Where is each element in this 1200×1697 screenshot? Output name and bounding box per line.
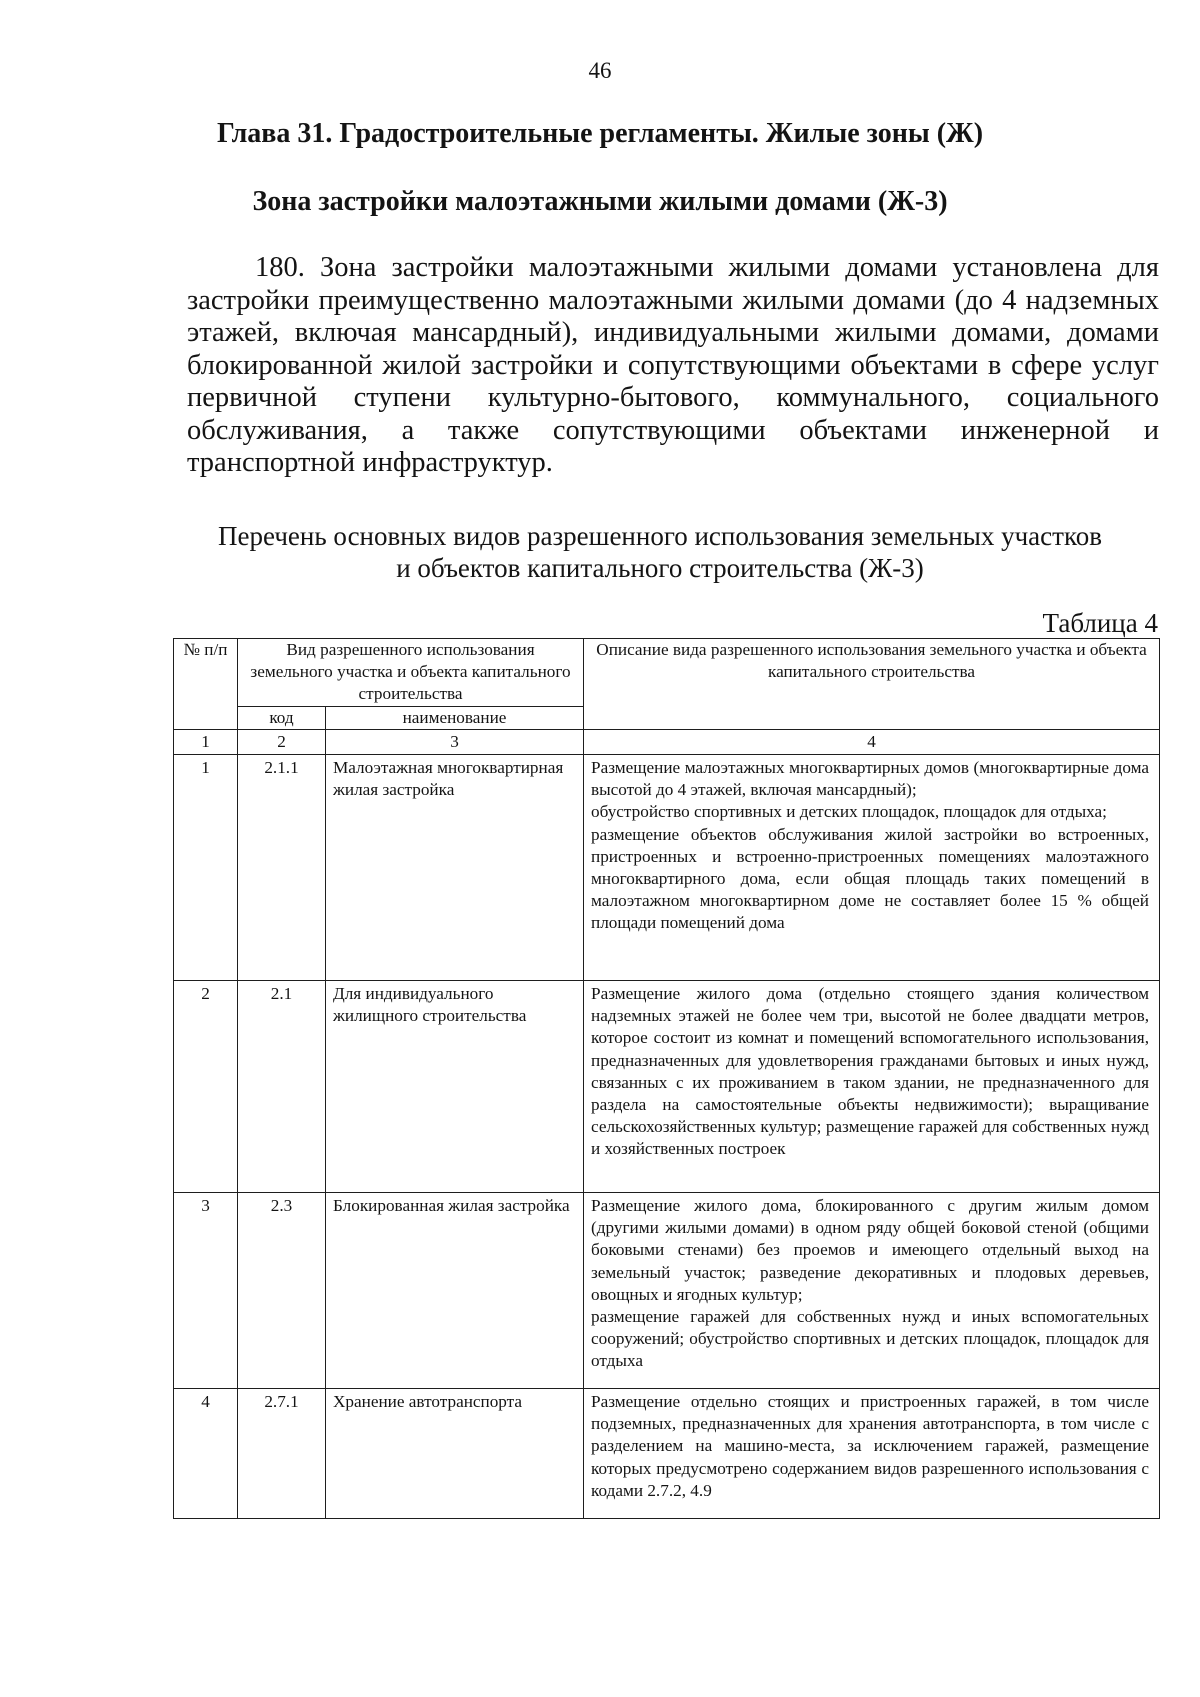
- row-name: Малоэтажная многоквартирная жилая застройка: [326, 755, 584, 981]
- row-code: 2.1.1: [238, 755, 326, 981]
- table-row: [174, 1193, 1160, 1389]
- description-paragraph: Размещение малоэтажных многоквартирных домов (многоквартирные дома высотой до 4 этажей, включая мансардный);: [591, 758, 1150, 800]
- row-number: 4: [174, 1389, 238, 1519]
- page-number: 46: [588, 58, 612, 83]
- description-paragraph: размещение гаражей для собственных нужд и иных вспомогательных сооружений; обустройство спортивных и детских площадок, площадок для отдыха: [591, 1307, 1150, 1371]
- header-code: код: [238, 706, 326, 729]
- row-description: [584, 981, 1160, 1193]
- header-vid: Вид разрешенного использования земельного участка и объекта капитального строительства: [238, 639, 584, 707]
- description-paragraph: размещение объектов обслуживания жилой застройки во встроенных, пристроенных и встроенно-пристроенных помещениях малоэтажного многоквартирного дома, если общая площадь таких помещений в малоэтажном многоквартирном доме не составляет более 15 % общей площади помещений дома: [591, 824, 1150, 933]
- column-number-row: [174, 729, 1160, 754]
- table-caption: Таблица 4: [1042, 608, 1158, 638]
- description-paragraph: Размещение отдельно стоящих и пристроенных гаражей, в том числе подземных, предназначенных для хранения автотранспорта, в том числе с разделением на машино-места, за исключением гаражей, размещение которых предусмотрено содержанием видов разрешенного использования с кодами 2.7.2, 4.9: [591, 1392, 1150, 1500]
- list-title-line-2: и объектов капитального строительства (Ж-3): [396, 553, 924, 583]
- row-description: [584, 1389, 1160, 1519]
- column-number: 4: [584, 729, 1160, 754]
- column-number: 2: [238, 729, 326, 754]
- land-use-table: [173, 638, 1160, 1519]
- row-description: [584, 1193, 1160, 1389]
- column-number: 1: [174, 729, 238, 754]
- list-title: [170, 520, 1150, 584]
- column-number: 3: [326, 729, 584, 754]
- header-desc: Описание вида разрешенного использования земельного участка и объекта капитального строительства: [584, 639, 1160, 730]
- regulation-paragraph: 180. Зона застройки малоэтажными жилыми домами установлена для застройки преимущественно малоэтажными жилыми домами (до 4 надземных этажей, включая мансардный), индивидуальными жилыми домами, домами блокированной жилой застройки и сопутствующими объектами в сфере услуг первичной ступени культурно-бытового, коммунального, социального обслуживания, а также сопутствующими объектами инженерной и транспортной инфраструктур.: [187, 252, 1159, 478]
- row-name: Блокированная жилая застройка: [326, 1193, 584, 1389]
- row-code: 2.3: [238, 1193, 326, 1389]
- list-title-line-1: Перечень основных видов разрешенного использования земельных участков: [218, 521, 1102, 551]
- description-paragraph: обустройство спортивных и детских площадок, площадок для отдыха;: [591, 802, 1107, 822]
- header-name: наименование: [326, 706, 584, 729]
- table-row: [174, 981, 1160, 1193]
- chapter-title: Глава 31. Градостроительные регламенты. Жилые зоны (Ж): [216, 118, 984, 149]
- row-number: 1: [174, 755, 238, 981]
- row-code: 2.1: [238, 981, 326, 1193]
- table-row: [174, 1389, 1160, 1519]
- row-description: [584, 755, 1160, 981]
- description-paragraph: Размещение жилого дома, блокированного с другим жилым домом (другими жилыми домами) в одном ряду общей боковой стеной (общими боковыми стенами) без проемов и имеющего отдельный выход на земельный участок; разведение декоративных и плодовых деревьев, овощных и ягодных культур;: [591, 1196, 1150, 1304]
- row-number: 3: [174, 1193, 238, 1389]
- table-row: [174, 755, 1160, 981]
- row-number: 2: [174, 981, 238, 1193]
- row-name: Хранение автотранспорта: [326, 1389, 584, 1519]
- zone-title: Зона застройки малоэтажными жилыми домами (Ж-3): [252, 186, 948, 217]
- description-paragraph: Размещение жилого дома (отдельно стоящего здания количеством надземных этажей не более чем три, высотой не более двадцати метров, которое состоит из комнат и помещений вспомогательного использования, предназначенных для удовлетворения гражданами бытовых и иных нужд, связанных с их проживанием в таком здании, не предназначенного для раздела на самостоятельные объекты недвижимости); выращивание сельскохозяйственных культур; размещение гаражей для собственных нужд и хозяйственных построек: [591, 984, 1150, 1159]
- header-num: № п/п: [174, 639, 238, 730]
- row-name: Для индивидуального жилищного строительства: [326, 981, 584, 1193]
- row-code: 2.7.1: [238, 1389, 326, 1519]
